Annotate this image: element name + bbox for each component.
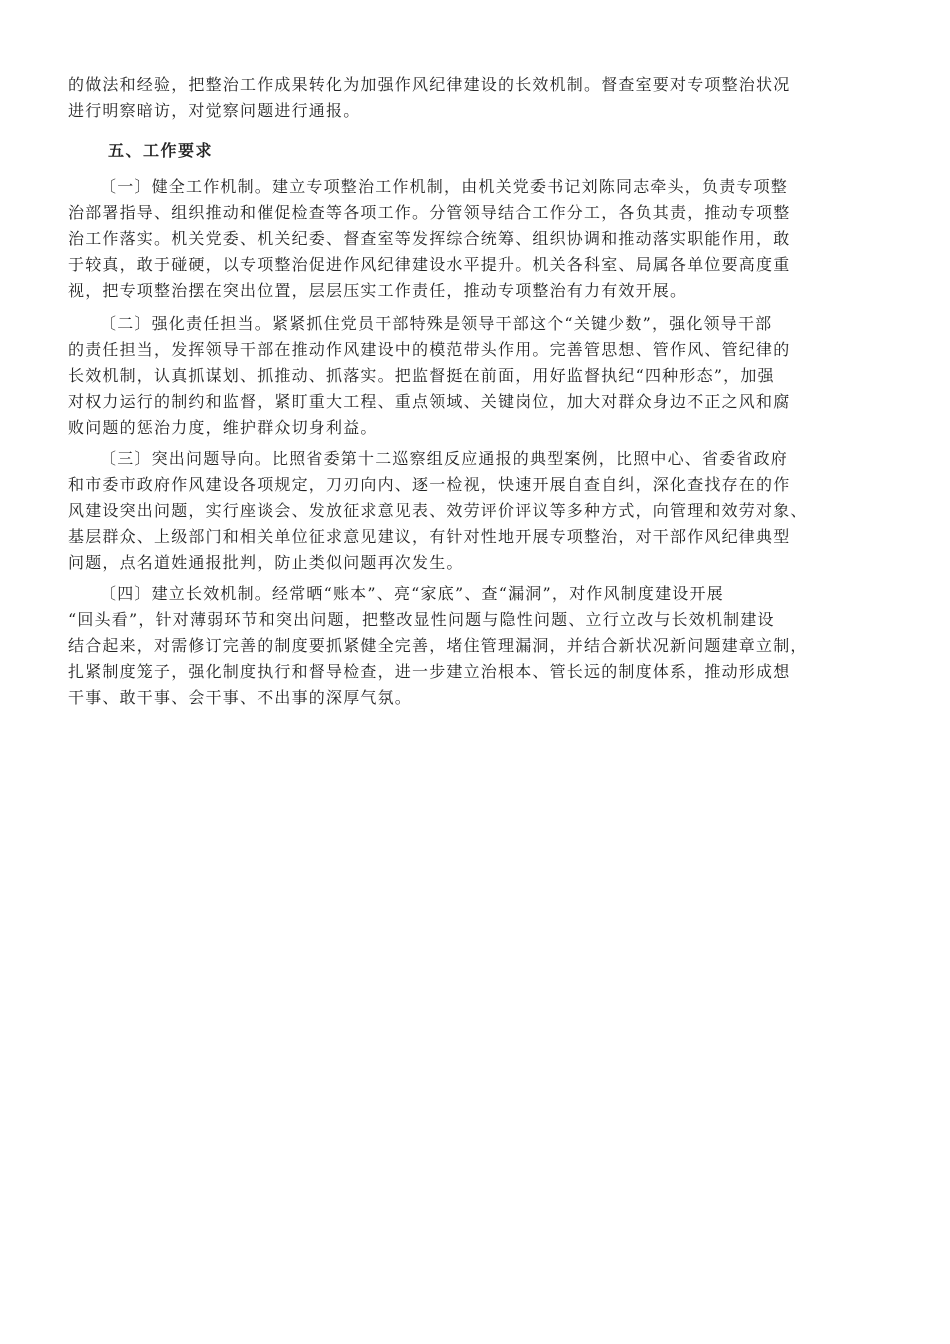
- text-line: 治部署指导、组织推动和催促检查等各项工作。分管领导结合工作分工，各负其责，推动专项整: [68, 203, 791, 222]
- intro-paragraph: [68, 72, 883, 124]
- paragraph-2: [68, 311, 883, 441]
- text-line: 〔四〕建立长效机制。经常晒“账本”、亮“家底”、查“漏洞”，对作风制度建设开展: [100, 584, 724, 603]
- text-line: 治工作落实。机关党委、机关纪委、督查室等发挥综合统筹、组织协调和推动落实职能作用，敢: [68, 229, 791, 248]
- text-line: 〔三〕突出问题导向。比照省委第十二巡察组反应通报的典型案例，比照中心、省委省政府: [100, 449, 789, 468]
- text-line: 扎紧制度笼子，强化制度执行和督导检查，进一步建立治根本、管长远的制度体系，推动形成想: [68, 662, 791, 681]
- text-line: 败问题的惩治力度，维护群众切身利益。: [68, 418, 378, 437]
- text-line: 和市委市政府作风建设各项规定，刀刃向内、逐一检视，快速开展自查自纠，深化查找存在的作: [68, 475, 791, 494]
- text-line: 基层群众、上级部门和相关单位征求意见建议，有针对性地开展专项整治，对干部作风纪律典型: [68, 527, 791, 546]
- text-line: 〔一〕健全工作机制。建立专项整治工作机制，由机关党委书记刘陈同志牵头，负责专项整: [100, 177, 789, 196]
- text-line: 长效机制，认真抓谋划、抓推动、抓落实。把监督挺在前面，用好监督执纪“四种形态”，加强: [68, 366, 775, 385]
- text-line: 于较真，敢于碰硬，以专项整治促进作风纪律建设水平提升。机关各科室、局属各单位要高度重: [68, 255, 791, 274]
- paragraph-3: [68, 446, 883, 576]
- text-line: 视，把专项整治摆在突出位置，层层压实工作责任，推动专项整治有力有效开展。: [68, 281, 688, 300]
- text-line: 干事、敢干事、会干事、不出事的深厚气氛。: [68, 688, 413, 707]
- text-line: 〔二〕强化责任担当。紧紧抓住党员干部特殊是领导干部这个“关键少数”，强化领导干部: [100, 314, 773, 333]
- text-line: 结合起来，对需修订完善的制度要抓紧健全完善，堵住管理漏洞，并结合新状况新问题建章立制，: [68, 636, 808, 655]
- text-line: 进行明察暗访，对觉察问题进行通报。: [68, 101, 361, 120]
- paragraph-1: [68, 174, 883, 304]
- text-line: 风建设突出问题，实行座谈会、发放征求意见表、效劳评价评议等多种方式，向管理和效劳对象、: [68, 501, 808, 520]
- text-line: 的做法和经验，把整治工作成果转化为加强作风纪律建设的长效机制。督查室要对专项整治状况: [68, 75, 791, 94]
- text-line: “回头看”，针对薄弱环节和突出问题，把整改显性问题与隐性问题、立行立改与长效机制建设: [68, 610, 775, 629]
- text-line: 的责任担当，发挥领导干部在推动作风建设中的模范带头作用。完善管思想、管作风、管纪律的: [68, 340, 791, 359]
- text-line: 问题，点名道姓通报批判，防止类似问题再次发生。: [68, 553, 464, 572]
- section-heading: 五、工作要求: [108, 141, 214, 160]
- paragraph-4: [68, 581, 883, 711]
- text-line: 对权力运行的制约和监督，紧盯重大工程、重点领域、关键岗位，加大对群众身边不正之风和腐: [68, 392, 791, 411]
